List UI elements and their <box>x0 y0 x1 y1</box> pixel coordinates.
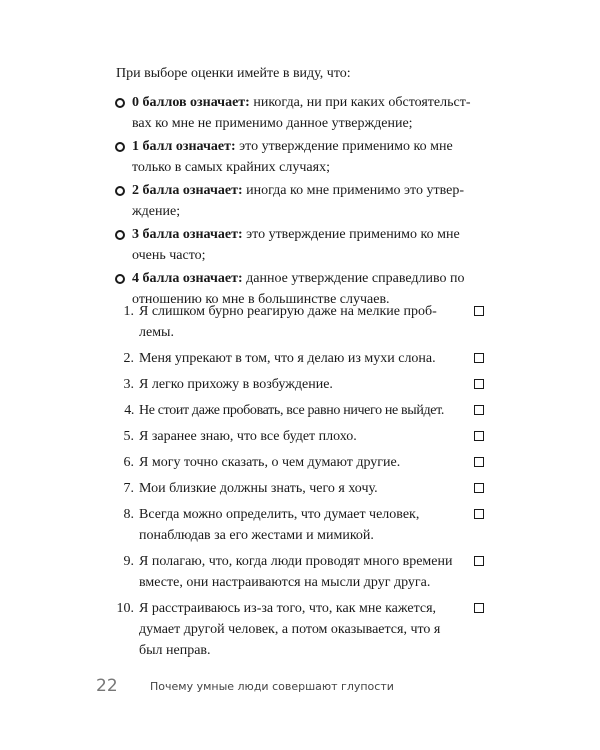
question-line: думает другой человек, а потом оказывается, что я <box>139 622 441 637</box>
page-number: 22 <box>96 676 118 696</box>
question-item-8 <box>114 504 486 546</box>
checkbox-3[interactable] <box>474 379 484 389</box>
question-line: Мои близкие должны знать, чего я хочу. <box>139 481 378 496</box>
checkbox-2[interactable] <box>474 353 484 363</box>
checkbox-5[interactable] <box>474 431 484 441</box>
question-item-2 <box>114 348 486 369</box>
circle-bullet-icon <box>115 230 125 240</box>
question-text <box>139 374 464 395</box>
question-number: 3. <box>123 377 134 392</box>
legend-item-0 <box>114 92 494 134</box>
question-item-1 <box>114 301 486 343</box>
question-number: 5. <box>123 429 134 444</box>
question-text <box>139 478 464 499</box>
question-item-9 <box>114 551 486 593</box>
checkbox-4[interactable] <box>474 405 484 415</box>
legend-label: 4 балла означает: <box>132 271 243 286</box>
legend-label: 0 баллов означает: <box>132 95 250 110</box>
running-title: Почему умные люди совершают глупости <box>150 680 394 693</box>
question-item-3 <box>114 374 486 395</box>
question-text <box>139 400 464 421</box>
question-line: Я слишком бурно реагирую даже на мелкие проб- <box>139 304 437 319</box>
question-item-4 <box>114 400 486 421</box>
legend-text-line: данное утверждение справедливо по <box>242 271 465 286</box>
question-number: 6. <box>123 455 134 470</box>
legend-text-line: никогда, ни при каких обстоятельст- <box>249 95 471 110</box>
legend-label: 1 балл означает: <box>132 139 236 154</box>
legend-text-line: вах ко мне не применимо данное утверждение; <box>132 116 413 131</box>
checkbox-6[interactable] <box>474 457 484 467</box>
intro-text: При выборе оценки имейте в виду, что: <box>116 66 351 81</box>
legend-item-3 <box>114 224 494 266</box>
legend-text-line: отношению ко мне в большинстве случаев. <box>132 292 390 307</box>
circle-bullet-icon <box>115 274 125 284</box>
legend-text-line: это утверждение применимо ко мне <box>235 139 453 154</box>
question-number: 4. <box>124 403 134 418</box>
question-item-7 <box>114 478 486 499</box>
question-line: был неправ. <box>139 643 211 658</box>
question-line: Я могу точно сказать, о чем думают другие. <box>139 455 401 470</box>
legend-text-line: только в самых крайних случаях; <box>132 160 330 175</box>
checkbox-8[interactable] <box>474 509 484 519</box>
question-number: 10. <box>116 601 134 616</box>
question-text <box>139 598 464 661</box>
checkbox-9[interactable] <box>474 556 484 566</box>
question-line: Не стоит даже пробовать, все равно ничего не выйдет. <box>139 403 445 418</box>
question-line: Я расстраиваюсь из-за того, что, как мне кажется, <box>139 601 437 616</box>
legend-text-line: ждение; <box>132 204 181 219</box>
question-line: понаблюдав за его жестами и мимикой. <box>139 528 374 543</box>
rating-legend <box>114 92 494 312</box>
question-text <box>139 551 464 593</box>
question-line: вместе, они настраиваются на мысли друг друга. <box>139 575 431 590</box>
question-line: Я полагаю, что, когда люди проводят много времени <box>139 554 453 569</box>
question-text <box>139 452 464 473</box>
question-line: лемы. <box>139 325 174 340</box>
question-list <box>114 301 486 661</box>
question-number: 1. <box>123 304 134 319</box>
legend-item-1 <box>114 136 494 178</box>
question-text <box>139 301 464 343</box>
question-text <box>139 504 464 546</box>
legend-text-line: иногда ко мне применимо это утвер- <box>242 183 465 198</box>
question-item-5 <box>114 426 486 447</box>
question-item-10 <box>114 598 486 661</box>
legend-text-line: очень часто; <box>132 248 206 263</box>
question-line: Всегда можно определить, что думает человек, <box>139 507 420 522</box>
question-number: 8. <box>123 507 134 522</box>
question-line: Меня упрекают в том, что я делаю из мухи слона. <box>139 351 436 366</box>
question-text <box>139 348 464 369</box>
legend-label: 2 балла означает: <box>132 183 243 198</box>
checkbox-10[interactable] <box>474 603 484 613</box>
question-line: Я заранее знаю, что все будет плохо. <box>139 429 357 444</box>
question-line: Я легко прихожу в возбуждение. <box>139 377 333 392</box>
question-number: 7. <box>123 481 134 496</box>
legend-item-2 <box>114 180 494 222</box>
circle-bullet-icon <box>115 98 125 108</box>
checkbox-1[interactable] <box>474 306 484 316</box>
circle-bullet-icon <box>115 186 125 196</box>
question-item-6 <box>114 452 486 473</box>
question-text <box>139 426 464 447</box>
checkbox-7[interactable] <box>474 483 484 493</box>
question-number: 9. <box>123 554 134 569</box>
question-number: 2. <box>123 351 134 366</box>
legend-text-line: это утверждение применимо ко мне <box>242 227 460 242</box>
legend-label: 3 балла означает: <box>132 227 243 242</box>
circle-bullet-icon <box>115 142 125 152</box>
